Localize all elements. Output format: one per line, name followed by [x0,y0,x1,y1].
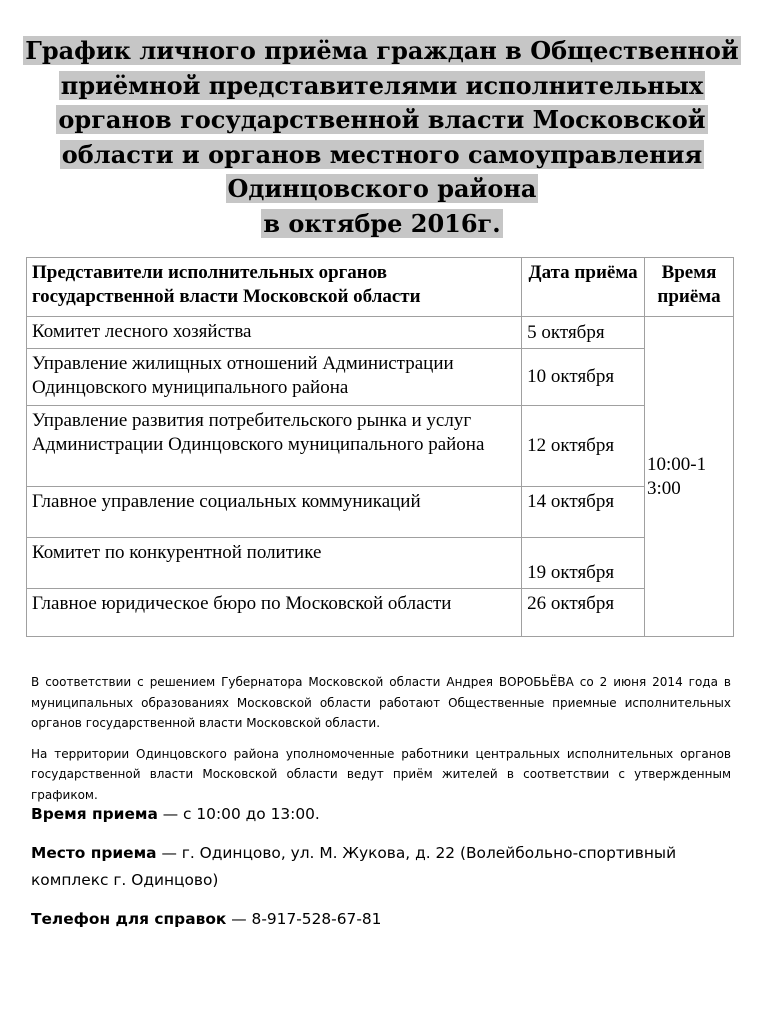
date-cell: 12 октября [522,406,645,487]
phone-label: Телефон для справок [31,910,227,928]
place-text: — г. Одинцово, ул. М. Жукова, д. 22 (Волейбольно-спортивный комплекс г. Одинцово) [31,844,677,889]
phone-info [31,906,731,933]
rep-cell: Комитет по конкурентной политике [27,538,522,589]
time-info [31,801,731,828]
rep-cell: Комитет лесного хозяйства [27,317,522,349]
contact-section [31,801,731,933]
header-representatives: Представители исполнительных органов государственной власти Московской области [27,258,522,317]
date-cell: 10 октября [522,349,645,406]
table-row [27,349,734,406]
place-info [31,840,681,894]
date-cell: 26 октября [522,589,645,637]
rep-cell: Управление жилищных отношений Администрации Одинцовского муниципального района [27,349,522,406]
title-line: График личного приёма граждан в Общественной [25,36,739,65]
title-line: Одинцовского района [227,174,537,203]
header-time: Время приёма [645,258,734,317]
table-row [27,317,734,349]
place-label: Место приема [31,844,157,862]
table-row [27,589,734,637]
table-row [27,406,734,487]
schedule-table [26,257,734,637]
table-header-row [27,258,734,317]
notes-section [31,672,731,805]
title-line: органов государственной власти Московской [58,105,706,134]
rep-cell: Главное юридическое бюро по Московской области [27,589,522,637]
table-row [27,487,734,538]
page-title [20,34,744,241]
time-label: Время приема [31,805,158,823]
time-value: 10:00-13:00 [647,453,707,499]
time-cell [645,317,734,637]
table-row [27,538,734,589]
date-cell: 5 октября [522,317,645,349]
time-text: — с 10:00 до 13:00. [157,805,320,823]
rep-cell: Управление развития потребительского рынка и услуг Администрации Одинцовского муниципального района [27,406,522,487]
rep-cell: Главное управление социальных коммуникаций [27,487,522,538]
title-line: области и органов местного самоуправления [61,139,703,169]
note-paragraph-2: На территории Одинцовского района уполномоченные работники центральных исполнительных органов государственной власти Московской области ведут приём жителей в соответствии с утвержденным графиком. [31,746,731,802]
title-line: в октябре 2016г. [263,208,501,238]
title-line: приёмной представителями исполнительных [60,70,704,100]
phone-text: — 8-917-528-67-81 [226,910,382,928]
date-cell: 14 октября [522,487,645,538]
date-cell: 19 октября [522,538,645,589]
note-paragraph-1: В соответствии с решением Губернатора Московской области Андрея ВОРОБЬЁВА со 2 июня 2014 года в муниципальных образованиях Московской области работают Общественные приемные исполнительных органов государственной власти Московской области. [31,675,731,730]
header-date: Дата приёма [522,258,645,317]
